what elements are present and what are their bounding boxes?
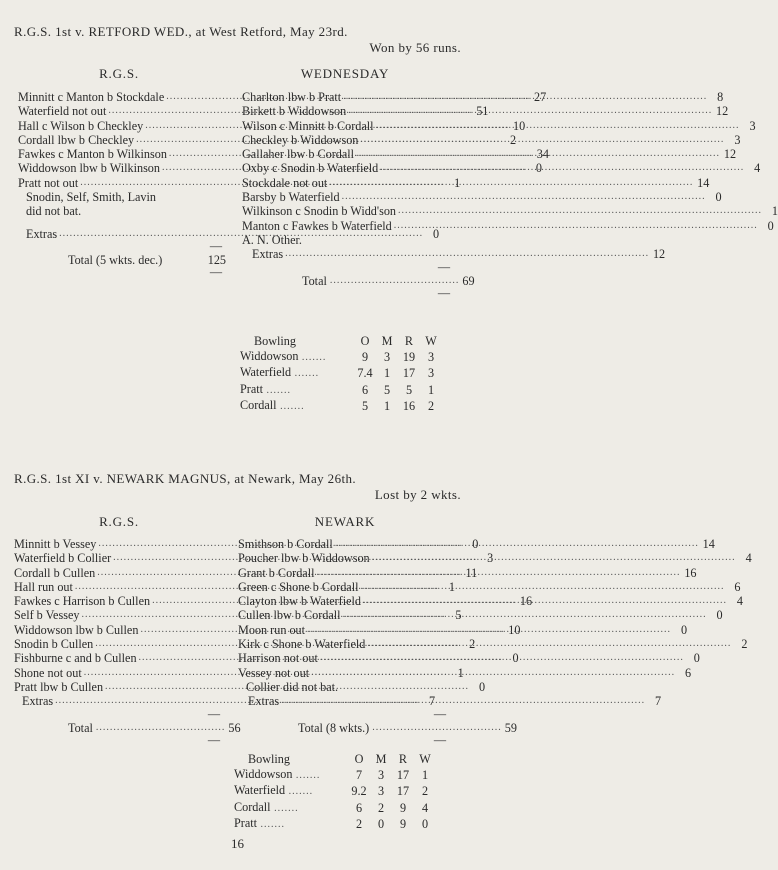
runs-value: 5: [455, 608, 462, 623]
dot-leader: .......: [292, 769, 321, 781]
total-row: [14, 720, 241, 735]
rule-dash: —: [437, 285, 450, 300]
bowling-figure: 0: [421, 817, 429, 831]
runs-value: 1: [457, 665, 464, 680]
dot-leader: [380, 161, 744, 175]
bowling-figure: 7: [355, 767, 363, 782]
dot-leader: .......: [270, 802, 299, 814]
batsman-dismissal: Waterfield b Collier: [14, 551, 112, 566]
batting-row: [238, 637, 748, 652]
runs-value: 0: [535, 161, 542, 176]
total-value: 69: [462, 273, 475, 288]
batsman-dismissal: Minnitt c Manton b Stockdale: [18, 90, 165, 104]
batting-row: [242, 233, 454, 247]
rule-dash: —: [433, 706, 446, 721]
batting-row: [242, 132, 741, 147]
runs-value: [440, 233, 454, 247]
runs-value: 1: [454, 175, 461, 190]
runs-value: 27: [534, 90, 547, 104]
batsman-dismissal: Fawkes c Manton b Wilkinson: [18, 147, 167, 162]
dot-leader: .......: [276, 401, 305, 412]
bowler-cell: [234, 783, 348, 800]
dot-leader: [372, 551, 736, 565]
batting-row: [242, 175, 710, 190]
bowling-figure: 2: [427, 399, 435, 413]
extras-value: 7: [429, 694, 436, 709]
match1-bowling-table: [240, 334, 442, 415]
runs-value: 11: [465, 565, 478, 580]
runs-value: 3: [734, 132, 741, 147]
runs-value: 0: [478, 679, 486, 694]
runs-value: 16: [684, 565, 697, 580]
bowler-name: Waterfield: [234, 783, 286, 797]
bowling-table: [240, 334, 442, 415]
dot-leader: .......: [291, 368, 320, 379]
dot-leader: [348, 104, 712, 118]
dot-leader: [335, 537, 699, 551]
dot-leader: .....................................: [329, 274, 460, 286]
bowling-figure: 16: [402, 399, 416, 413]
bowling-figure: 4: [421, 800, 429, 815]
bowling-figure: 1: [421, 767, 429, 782]
runs-value: 3: [749, 118, 756, 133]
batting-row: [238, 608, 723, 623]
runs-value: 0: [716, 608, 723, 623]
bowling-row: [240, 398, 442, 415]
runs-value: 10: [508, 622, 521, 637]
bowling-figure: 9: [399, 800, 407, 815]
runs-value: 14: [702, 537, 715, 551]
dot-leader: .......: [298, 351, 327, 363]
total-label: Total: [302, 273, 327, 288]
dot-leader: .......: [285, 786, 314, 797]
total-row: [238, 720, 517, 735]
dot-leader: [363, 594, 727, 608]
batting-row: [238, 537, 715, 551]
batsman-dismissal: Waterfield not out: [18, 104, 107, 119]
runs-value: 10: [513, 118, 526, 133]
bowling-figure: 5: [361, 399, 369, 413]
total-value: 56: [228, 720, 241, 735]
batsman-dismissal: Pratt not out: [18, 175, 79, 190]
batsman-dismissal: Barsby b Waterfield: [242, 190, 340, 205]
bowling-row: [234, 767, 436, 784]
dot-leader: [329, 176, 693, 190]
batsman-dismissal: Green c Shone b Cordall: [238, 579, 359, 594]
dot-leader: [367, 637, 731, 651]
bowling-header-cell: W: [419, 752, 431, 766]
runs-value: 4: [736, 594, 744, 609]
match2-result: Lost by 2 wkts.: [374, 487, 461, 502]
did-not-bat-line: [238, 680, 450, 694]
bowling-figure: 3: [383, 349, 391, 364]
batsman-dismissal: Hall run out: [14, 579, 73, 594]
bowling-header-cell: M: [381, 334, 393, 348]
match1-right-team: WEDNESDAY: [300, 66, 390, 81]
dot-leader: [360, 133, 724, 147]
bowling-table: [234, 752, 436, 833]
dot-leader: .......: [257, 819, 286, 830]
bowler-cell: [240, 398, 354, 415]
dot-leader: [376, 119, 740, 133]
total-label: Total: [68, 720, 93, 735]
batting-row: [238, 651, 700, 666]
did-not-bat-line: [18, 204, 226, 218]
match2-left-team: R.G.S.: [99, 514, 139, 529]
rule-dash: —: [207, 732, 220, 747]
match2-header: [14, 471, 461, 503]
extras-label: Extras: [248, 694, 280, 709]
bowler-cell: [240, 365, 354, 382]
batsman-dismissal: Wilson c Minnitt b Cordall: [242, 118, 374, 133]
match1-left-team: R.G.S.: [99, 66, 139, 81]
bowling-header-cell: R: [404, 334, 414, 348]
bowling-figure: 17: [396, 767, 410, 782]
batsman-dismissal: Shone not out: [14, 665, 82, 680]
runs-value: 34: [536, 147, 549, 162]
batsman-dismissal: Fawkes c Harrison b Cullen: [14, 594, 151, 609]
extras-label: Extras: [26, 226, 58, 241]
batsman-dismissal: Harrison not out: [238, 651, 318, 666]
did-not-bat-label: Collier did not bat.: [246, 679, 339, 694]
batsman-dismissal: Oxby c Snodin b Waterfield: [242, 161, 379, 176]
runs-value: 1: [448, 579, 455, 594]
dot-leader: [361, 580, 725, 594]
extras-value: 0: [433, 226, 440, 241]
runs-value: 0: [472, 537, 479, 551]
runs-value: 0: [715, 190, 722, 205]
dot-leader: .....................................: [95, 721, 226, 733]
match2-heading: R.G.S. 1st XI v. NEWARK MAGNUS, at Newark, May 26th.: [14, 471, 357, 486]
batsman-dismissal: Gallaher lbw b Cordall: [242, 147, 355, 162]
batsman-dismissal: Fishburne c and b Cullen: [14, 651, 137, 666]
batsman-dismissal: Moon run out: [238, 622, 306, 637]
bowling-header-row: [240, 334, 442, 349]
batsman-dismissal: Cordall lbw b Checkley: [18, 132, 135, 147]
rule-dash: —: [433, 732, 446, 747]
did-not-bat-line: [18, 190, 226, 204]
bowling-header-cell: Bowling: [248, 752, 290, 766]
bowling-figure: 1: [427, 382, 435, 397]
runs-value: 6: [734, 579, 741, 594]
bowling-figure: 17: [402, 366, 416, 380]
runs-value: 16: [519, 594, 533, 609]
runs-value: 2: [469, 637, 476, 652]
runs-value: 8: [717, 90, 724, 104]
dot-leader: [343, 608, 707, 622]
batsman-dismissal: Cordall b Cullen: [14, 565, 96, 580]
extras-label: Extras: [252, 247, 284, 262]
bowling-figure: 7.4: [357, 366, 373, 380]
batsman-dismissal: Self b Vessey: [14, 608, 80, 623]
bowling-row: [234, 783, 436, 800]
runs-value: 0: [767, 218, 774, 233]
bowling-header-cell: O: [354, 752, 364, 766]
match2-bowling-table: [234, 752, 436, 833]
total-label: Total (8 wkts.): [298, 720, 370, 735]
bowler-name: Cordall: [234, 799, 271, 814]
match1-heading: R.G.S. 1st v. RETFORD WED., at West Retford, May 23rd.: [14, 24, 348, 39]
bowling-row: [240, 365, 442, 382]
batsman-dismissal: Manton c Fawkes b Waterfield: [242, 218, 392, 233]
bowler-name: Pratt: [240, 381, 264, 396]
bowling-figure: 2: [421, 784, 429, 798]
bowler-name: Widdowson: [240, 348, 299, 363]
batsman-dismissal: Smithson b Cordall: [238, 537, 333, 551]
bowling-header-cell: M: [375, 752, 387, 766]
batsman-dismissal: Cullen lbw b Cordall: [238, 608, 341, 623]
dot-leader: [356, 147, 720, 161]
runs-value: 12: [723, 147, 737, 162]
bowler-name: Widdowson: [234, 766, 293, 781]
runs-value: 0: [680, 622, 688, 637]
rule-dash: —: [207, 706, 220, 721]
batsman-dismissal: Kirk c Shone b Waterfield: [238, 637, 366, 652]
rule-dash: —: [437, 259, 450, 274]
bowler-cell: [240, 382, 354, 399]
page-number: 16: [231, 836, 244, 851]
batting-row: [242, 190, 722, 205]
dot-leader: [304, 233, 438, 247]
bowling-figure: 6: [355, 800, 363, 815]
runs-value: 0: [512, 651, 519, 666]
bowler-cell: [234, 767, 348, 784]
dot-leader: [398, 204, 762, 218]
runs-value: 12: [716, 104, 729, 119]
bowler-cell: [234, 800, 348, 817]
bowler-cell: [240, 349, 354, 366]
bowling-row: [234, 800, 436, 817]
bowling-row: [240, 349, 442, 366]
batting-row: [238, 579, 741, 594]
batsman-dismissal: Widdowson lbw b Wilkinson: [18, 161, 160, 176]
total-row: [242, 273, 475, 288]
bowling-row: [234, 816, 436, 833]
bowling-figure: 0: [377, 817, 385, 831]
dot-leader: .......: [263, 384, 292, 396]
match2-right-team: NEWARK: [314, 514, 376, 529]
bowling-figure: 6: [361, 382, 369, 397]
did-not-bat-label: did not bat.: [26, 204, 82, 219]
match1-result: Won by 56 runs.: [369, 40, 461, 55]
bowling-header-cell: W: [425, 334, 437, 348]
runs-value: 2: [741, 637, 748, 652]
bowling-row: [240, 382, 442, 399]
batsman-dismissal: Charlton lbw b Pratt: [242, 90, 342, 104]
bowler-name: Pratt: [234, 816, 258, 830]
bowling-figure: 3: [377, 784, 385, 798]
extras-row: [242, 247, 666, 262]
bowling-figure: 5: [383, 382, 391, 397]
dot-leader: [281, 694, 645, 708]
rule-dash: —: [209, 238, 222, 253]
dot-leader: [311, 666, 675, 680]
runs-value: 3: [487, 551, 494, 566]
batsman-dismissal: Clayton lbw b Waterfield: [238, 594, 362, 609]
rule-dash: —: [209, 265, 222, 280]
bowling-figure: 17: [396, 784, 410, 798]
bowling-figure: 3: [427, 366, 435, 380]
batsman-dismissal: Pratt lbw b Cullen: [14, 679, 104, 694]
batsman-dismissal: Grant b Cordall: [238, 565, 315, 580]
bowling-figure: 9.2: [351, 784, 367, 798]
batsman-dismissal: Wilkinson c Snodin b Widd'son: [242, 204, 397, 219]
batsman-dismissal: Minnitt b Vessey: [14, 537, 97, 551]
extras-value: 12: [652, 247, 666, 262]
bowling-figure: 2: [377, 800, 385, 815]
batting-row: [238, 551, 752, 566]
bowling-figure: 3: [427, 349, 435, 364]
bowler-name: Cordall: [240, 398, 277, 412]
dot-leader: .....................................: [372, 721, 502, 733]
bowling-figure: 2: [355, 817, 363, 831]
batsman-dismissal: Stockdale not out: [242, 175, 328, 190]
batsman-dismissal: Hall c Wilson b Checkley: [18, 118, 144, 133]
did-not-bat-names: Snodin, Self, Smith, Lavin: [26, 190, 157, 205]
bowler-name: Waterfield: [240, 365, 292, 379]
bowling-header-cell: O: [360, 334, 370, 348]
runs-value: 14: [697, 175, 710, 190]
runs-value: 0: [693, 651, 700, 666]
match1-header: [14, 24, 461, 56]
batsman-dismissal: Birkett b Widdowson: [242, 104, 347, 119]
bowling-header-cell: R: [398, 752, 408, 766]
total-value: 125: [207, 252, 226, 267]
total-label: Total (5 wkts. dec.): [68, 252, 163, 267]
bowler-cell: [234, 816, 348, 833]
bowling-figure: 19: [402, 349, 416, 364]
extras-row: [14, 694, 436, 709]
bowling-figure: 9: [399, 817, 407, 831]
extras-row: [238, 694, 662, 709]
batsman-dismissal: Vessey not out: [238, 665, 310, 680]
dot-leader: [285, 247, 649, 261]
runs-value: 2: [510, 132, 517, 147]
batsman-dismissal: Snodin b Cullen: [14, 637, 94, 652]
batsman-dismissal: Poucher lbw b Widdowson: [238, 551, 370, 566]
runs-value: 1: [771, 204, 778, 219]
dot-leader: [343, 90, 707, 104]
batting-row: [238, 665, 692, 680]
bowling-header-cell: Bowling: [254, 334, 296, 348]
total-value: 59: [504, 720, 517, 735]
batting-row: [242, 161, 761, 176]
dot-leader: [342, 190, 706, 204]
bowling-figure: 1: [383, 366, 391, 380]
bowling-figure: 5: [405, 382, 413, 397]
total-row: [18, 253, 226, 267]
batting-row: [242, 204, 778, 219]
extras-value: 7: [655, 694, 662, 709]
dot-leader: [394, 219, 758, 233]
dot-leader: [320, 651, 684, 665]
runs-value: 4: [754, 161, 761, 176]
dot-leader: [317, 566, 681, 580]
dot-leader: [307, 623, 671, 637]
bowling-figure: 3: [377, 767, 385, 782]
batsman-dismissal: Widdowson lbw b Cullen: [14, 622, 139, 637]
bowling-figure: 9: [361, 349, 369, 364]
batting-row: [242, 218, 774, 233]
runs-value: 51: [476, 104, 489, 119]
bowling-header-row: [234, 752, 436, 767]
runs-value: 6: [685, 665, 692, 680]
bowling-figure: 1: [383, 399, 391, 413]
extras-label: Extras: [22, 694, 54, 709]
runs-value: 4: [745, 551, 752, 566]
batsman-dismissal: Checkley b Widdowson: [242, 132, 359, 147]
batsman-dismissal: A. N. Other.: [242, 232, 302, 247]
